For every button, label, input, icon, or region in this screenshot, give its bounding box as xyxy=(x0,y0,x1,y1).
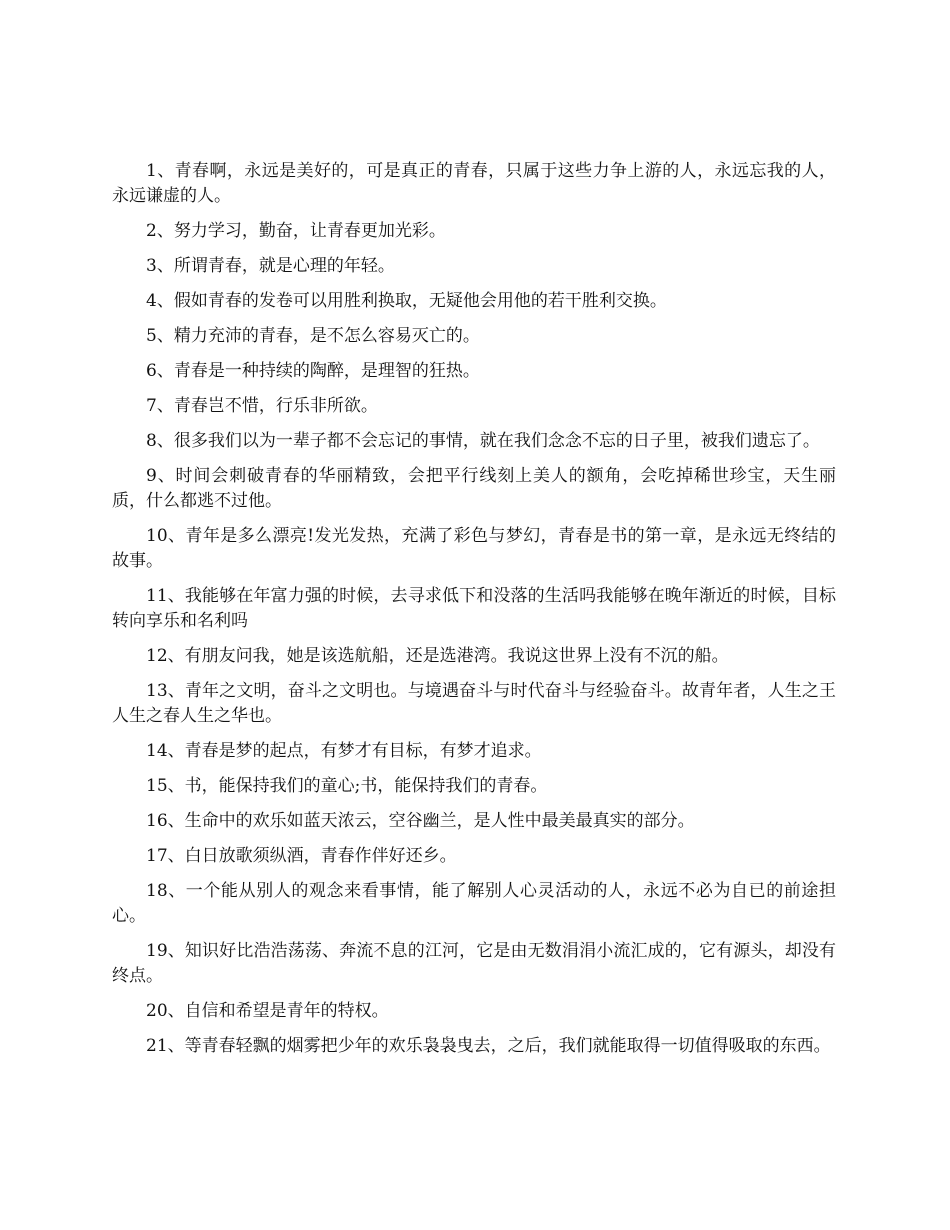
quote-paragraph: 3、所谓青春，就是心理的年轻。 xyxy=(146,256,395,276)
quote-list xyxy=(112,159,836,1069)
quote-paragraph: 5、精力充沛的青春，是不怎么容易灭亡的。 xyxy=(146,326,480,346)
quote-paragraph: 4、假如青春的发卷可以用胜利换取，无疑他会用他的若干胜利交换。 xyxy=(146,291,667,311)
quote-paragraph: 8、很多我们以为一辈子都不会忘记的事情，就在我们念念不忘的日子里，被我们遗忘了。 xyxy=(146,431,820,451)
quote-paragraph: 13、青年之文明，奋斗之文明也。与境遇奋斗与时代奋斗与经验奋斗。故青年者，人生之王人生之春人生之华也。 xyxy=(112,681,836,726)
quote-paragraph: 19、知识好比浩浩荡荡、奔流不息的江河，它是由无数涓涓小流汇成的，它有源头，却没有终点。 xyxy=(112,941,836,986)
quote-paragraph: 17、白日放歌须纵酒，青春作伴好还乡。 xyxy=(146,846,457,866)
quote-paragraph: 20、自信和希望是青年的特权。 xyxy=(146,1001,389,1021)
quote-paragraph: 1、青春啊，永远是美好的，可是真正的青春，只属于这些力争上游的人，永远忘我的人，永远谦虚的人。 xyxy=(112,161,836,206)
quote-paragraph: 15、书，能保持我们的童心;书，能保持我们的青春。 xyxy=(146,776,548,796)
quote-paragraph: 18、一个能从别人的观念来看事情，能了解别人心灵活动的人，永远不必为自已的前途担心。 xyxy=(112,881,836,926)
quote-paragraph: 16、生命中的欢乐如蓝天浓云，空谷幽兰，是人性中最美最真实的部分。 xyxy=(146,811,695,831)
quote-paragraph: 6、青春是一种持续的陶醉，是理智的狂热。 xyxy=(146,361,480,381)
quote-paragraph: 2、努力学习，勤奋，让青春更加光彩。 xyxy=(146,221,446,241)
quote-paragraph: 12、有朋友问我，她是该选航船，还是选港湾。我说这世界上没有不沉的船。 xyxy=(146,646,729,666)
quote-paragraph: 7、青春岂不惜，行乐非所欲。 xyxy=(146,396,378,416)
quote-paragraph: 9、时间会刺破青春的华丽精致，会把平行线刻上美人的额角，会吃掉稀世珍宝，天生丽质，什么都逃不过他。 xyxy=(112,466,836,511)
quote-paragraph: 10、青年是多么漂亮!发光发热，充满了彩色与梦幻，青春是书的第一章，是永远无终结的故事。 xyxy=(112,526,836,571)
quote-paragraph: 14、青春是梦的起点，有梦才有目标，有梦才追求。 xyxy=(146,741,542,761)
quote-paragraph: 21、等青春轻飘的烟雾把少年的欢乐袅袅曳去，之后，我们就能取得一切值得吸取的东西。 xyxy=(146,1036,831,1056)
quote-paragraph: 11、我能够在年富力强的时候，去寻求低下和没落的生活吗我能够在晚年渐近的时候，目标转向享乐和名利吗 xyxy=(112,586,836,631)
